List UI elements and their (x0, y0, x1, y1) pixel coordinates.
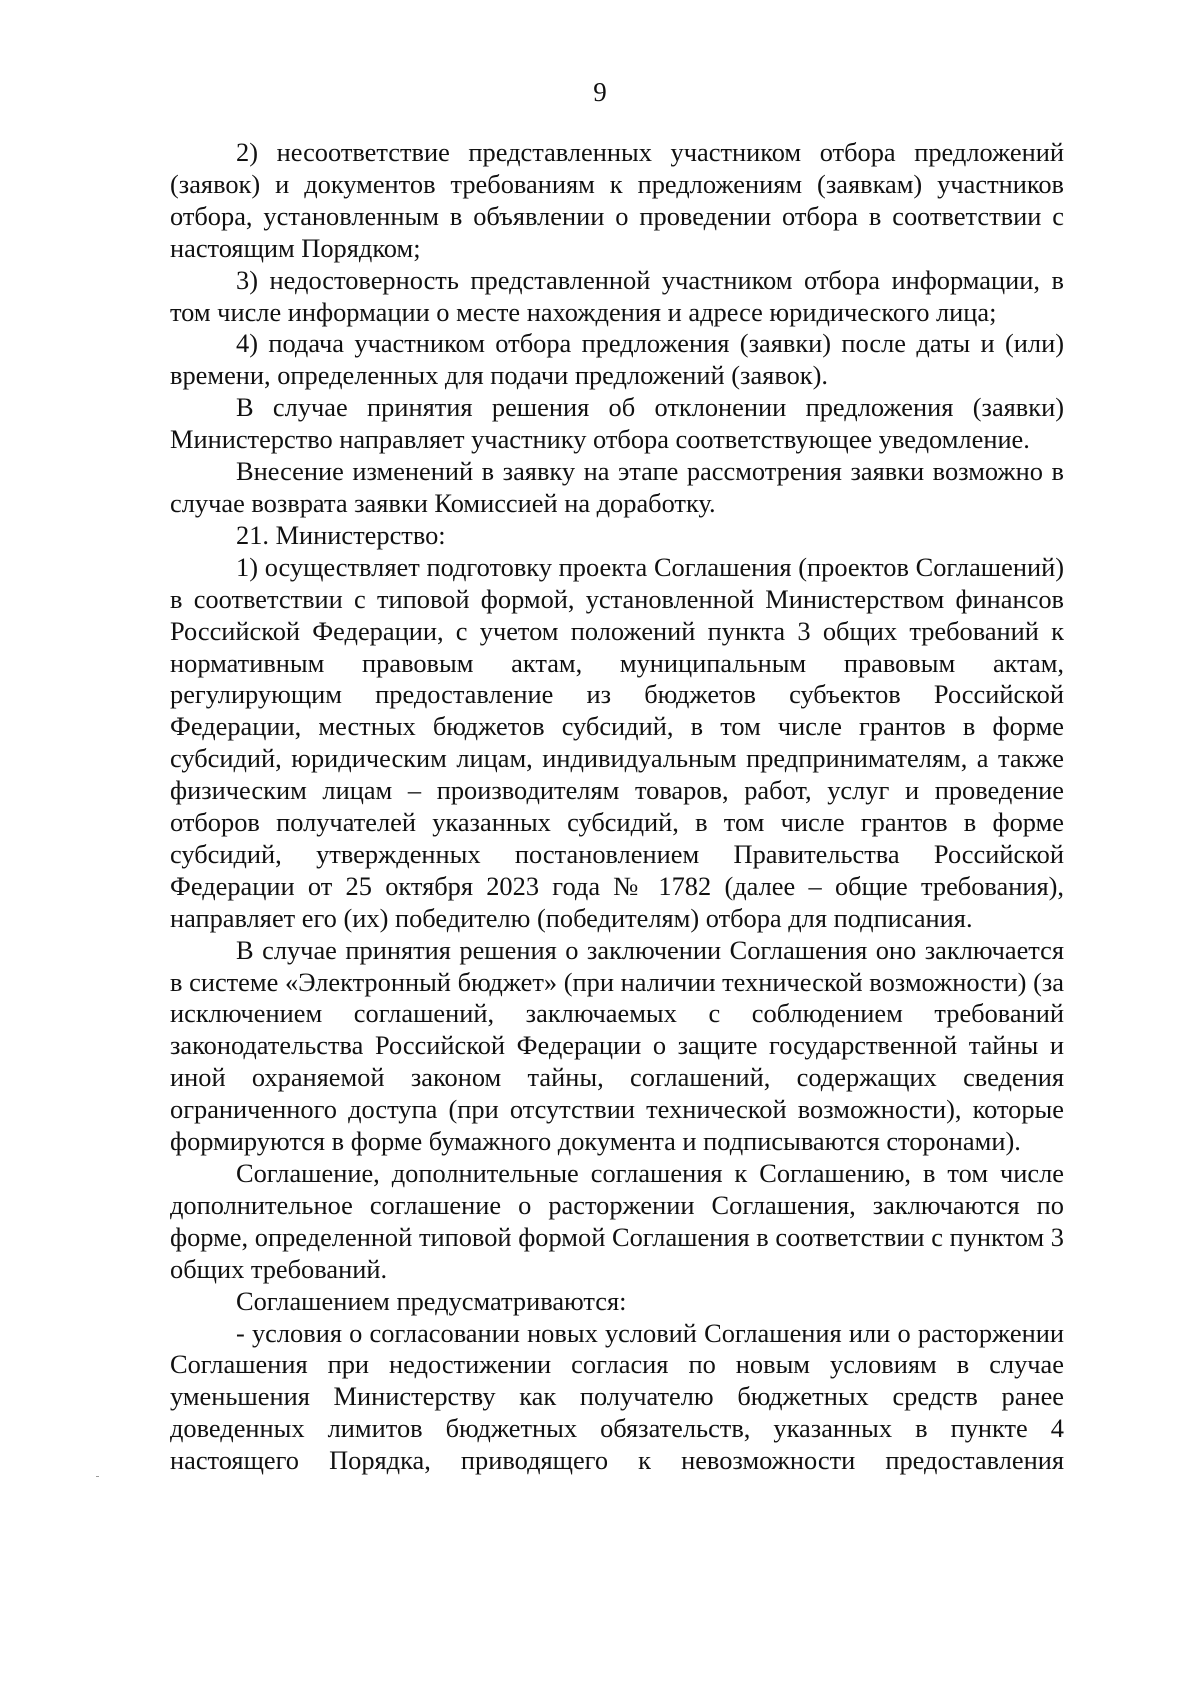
paragraph-item-3: 3) недостоверность представленной участником отбора информации, в том числе информации о месте нахождения и адресе юридического лица; (170, 264, 1064, 327)
paragraph-agreement-conclusion: В случае принятия решения о заключении Соглашения оно заключается в системе «Электронный бюджет» (при наличии технической возможности) (за исключением соглашений, заключаемых с соблюдением требований законодательства Российской Федерации о защите государственной тайны и иной охраняемой законом тайны, соглашений, содержащих сведения ограниченного доступа (при отсутствии технической возможности), которые формируются в форме бумажного документа и подписываются сторонами). (170, 934, 1064, 1157)
paragraph-item-4: 4) подача участником отбора предложения (заявки) после даты и (или) времени, определенных для подачи предложений (заявок). (170, 328, 1064, 391)
scan-speck (96, 1476, 99, 1477)
paragraph-agreement-form: Соглашение, дополнительные соглашения к Соглашению, в том числе дополнительное соглашение о расторжении Соглашения, заключаются по форме, определенной типовой формой Соглашения в соответствии с пунктом 3 общих требований. (170, 1158, 1064, 1284)
page-number: 9 (593, 77, 607, 107)
paragraph-conditions-item: - условия о согласовании новых условий Соглашения или о расторжении Соглашения при недостижении согласия по новым условиям в случае уменьшения Министерству как получателю бюджетных средств ранее доведенных лимитов бюджетных обязательств, указанных в пункте 4 настоящего Порядка, приводящего к невозможности предоставления (170, 1317, 1064, 1476)
section-heading-21: 21. Министерство: (236, 519, 446, 550)
paragraph-rejection-notice: В случае принятия решения об отклонении предложения (заявки) Министерство направляет участнику отбора соответствующее уведомление. (170, 392, 1064, 455)
paragraph-ministry-item-1: 1) осуществляет подготовку проекта Соглашения (проектов Соглашений) в соответствии с типовой формой, установленной Министерством финансов Российской Федерации, с учетом положений пункта 3 общих требований к нормативным правовым актам, муниципальным правовым актам, регулирующим предоставление из бюджетов субъектов Российской Федерации, местных бюджетов субсидий, в том числе грантов в форме субсидий, юридическим лицам, индивидуальным предпринимателям, а также физическим лицам – производителям товаров, работ, услуг и проведение отборов получателей указанных субсидий, в том числе грантов в форме субсидий, утвержденных постановлением Правительства Российской Федерации от 25 октября 2023 года № 1782 (далее – общие требования), направляет его (их) победителю (победителям) отбора для подписания. (170, 551, 1064, 933)
paragraph-agreement-provisions: Соглашением предусматриваются: (236, 1285, 627, 1316)
paragraph-application-changes: Внесение изменений в заявку на этапе рассмотрения заявки возможно в случае возврата заявки Комиссией на доработку. (170, 456, 1064, 518)
paragraph-item-2: 2) несоответствие представленных участником отбора предложений (заявок) и документов требованиям к предложениям (заявкам) участников отбора, установленным в объявлении о проведении отбора в соответствии с настоящим Порядком; (170, 137, 1064, 263)
document-body (170, 137, 1064, 1477)
